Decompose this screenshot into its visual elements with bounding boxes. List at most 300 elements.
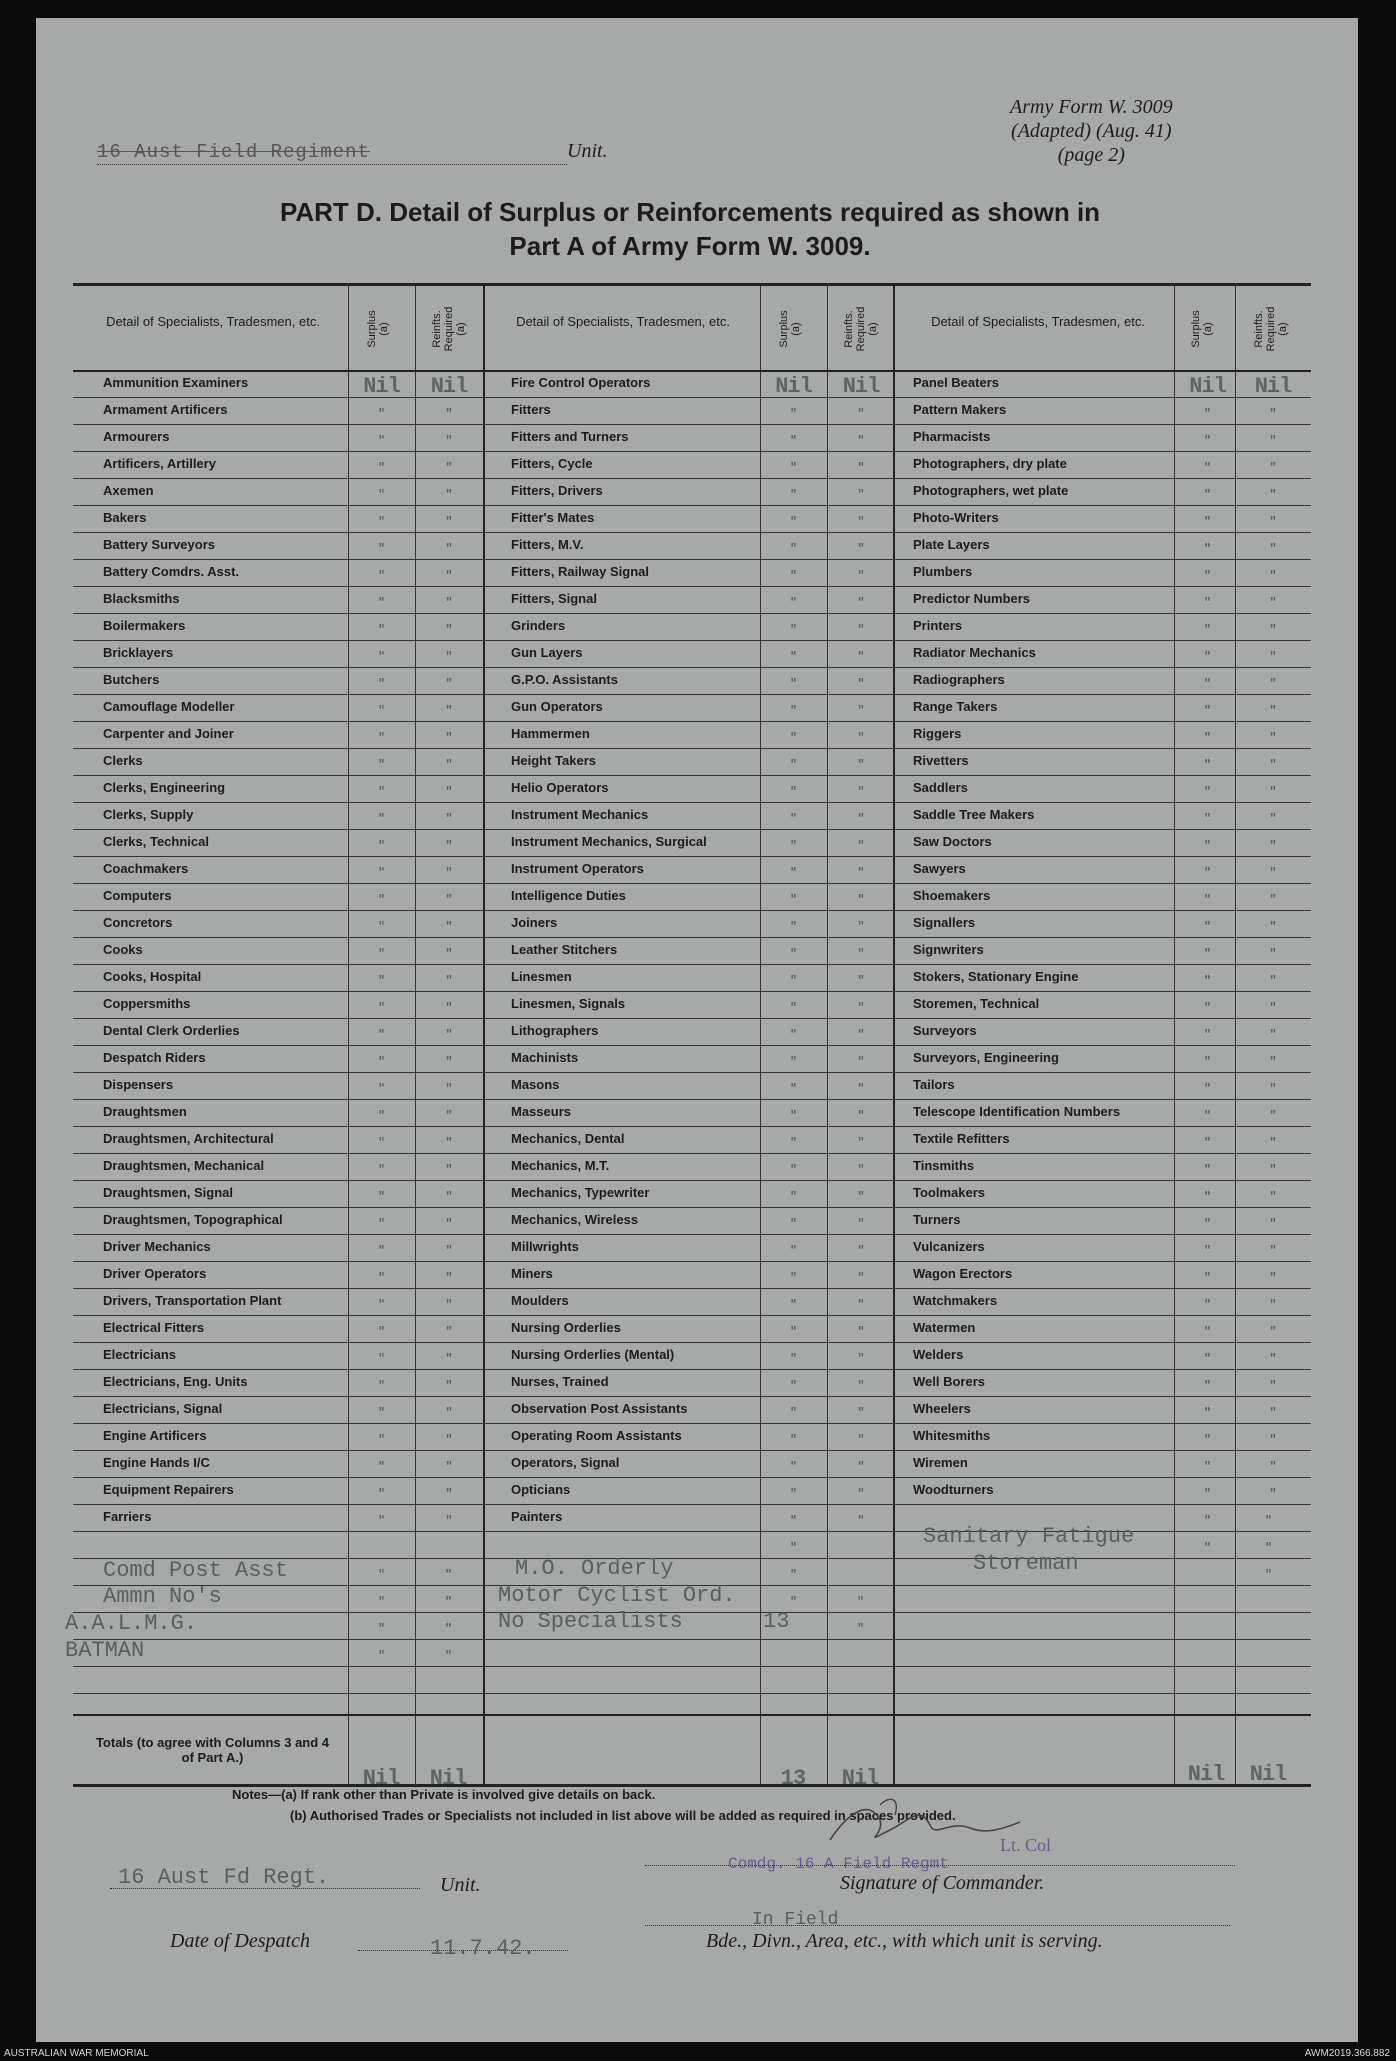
ditto-mark-reinfts: "	[857, 1406, 865, 1420]
trade-name: Dispensers	[103, 1077, 174, 1092]
extra-trade-col1: BATMAN	[65, 1638, 145, 1663]
ditto-mark-reinfts: "	[1269, 758, 1277, 772]
ditto-mark-reinfts: "	[857, 569, 865, 583]
trade-name: Fitters	[511, 402, 551, 417]
trade-name: Photographers, dry plate	[913, 456, 1067, 471]
trade-name: Draughtsmen, Mechanical	[103, 1158, 265, 1173]
extra-trade-col1: Ammn No's	[103, 1584, 222, 1609]
ditto-mark-extra: "	[377, 1595, 386, 1609]
ditto-mark-reinfts: "	[445, 785, 453, 799]
ditto-mark-reinfts: "	[1269, 974, 1277, 988]
trade-name: Camouflage Modeller	[103, 699, 235, 714]
ditto-mark-surplus: "	[789, 1433, 798, 1447]
nil-mark-surplus: Nil	[1189, 374, 1226, 399]
trade-name: Butchers	[103, 672, 160, 687]
row-divider	[73, 640, 1311, 641]
ditto-mark-surplus: "	[377, 1433, 386, 1447]
ditto-mark-surplus: "	[1203, 1244, 1212, 1258]
row-divider	[73, 1639, 1311, 1640]
ditto-mark-reinfts: "	[1269, 1244, 1277, 1258]
ditto-mark-reinfts: "	[445, 866, 453, 880]
extra-trade-col3: Sanitary Fatigue	[923, 1524, 1135, 1549]
row-divider	[73, 829, 1311, 830]
ditto-mark-reinfts: "	[1269, 1190, 1277, 1204]
trade-name: Battery Comdrs. Asst.	[103, 564, 240, 579]
title-line2: Part A of Army Form W. 3009.	[509, 231, 871, 261]
totals-divider	[73, 1714, 1311, 1716]
serving-typed: In Field	[752, 1910, 839, 1930]
ditto-mark-extra: "	[789, 1595, 798, 1609]
ditto-mark-reinfts: "	[857, 1217, 865, 1231]
header-detail-3: Detail of Specialists, Tradesmen, etc.	[931, 314, 1145, 329]
ditto-mark-surplus: "	[789, 920, 798, 934]
ditto-mark-surplus: "	[789, 569, 798, 583]
trade-name: Electrical Fitters	[103, 1320, 205, 1335]
nil-mark-surplus: Nil	[775, 374, 812, 399]
ditto-mark-surplus: "	[1203, 731, 1212, 745]
ditto-mark-surplus: "	[377, 1271, 386, 1285]
trade-name: Gun Operators	[511, 699, 603, 714]
trade-name: Mechanics, Typewriter	[511, 1185, 650, 1200]
unit-label-top: Unit.	[567, 140, 608, 162]
ditto-mark-extra: "	[377, 1622, 386, 1636]
row-divider	[73, 667, 1311, 668]
ditto-mark-reinfts: "	[445, 920, 453, 934]
trade-name: Electricians, Signal	[103, 1401, 223, 1416]
ditto-mark-reinfts: "	[1269, 704, 1277, 718]
ditto-mark-reinfts: "	[1269, 1109, 1277, 1123]
trade-name: Computers	[103, 888, 172, 903]
trade-name: Gun Layers	[511, 645, 583, 660]
row-divider	[73, 910, 1311, 911]
trade-name: Equipment Repairers	[103, 1482, 234, 1497]
row-divider	[73, 1396, 1311, 1397]
ditto-mark-surplus: "	[789, 1055, 798, 1069]
nil-mark-reinfts: Nil	[430, 374, 468, 399]
ditto-mark-extra: "	[856, 1595, 865, 1609]
trade-name: Pharmacists	[913, 429, 991, 444]
ditto-mark-reinfts: "	[445, 434, 453, 448]
trade-name: Carpenter and Joiner	[103, 726, 234, 741]
trade-name: Engine Artificers	[103, 1428, 207, 1443]
trade-name: Mechanics, M.T.	[511, 1158, 610, 1173]
ditto-mark-surplus: "	[377, 1190, 386, 1204]
ditto-mark-surplus: "	[789, 974, 798, 988]
ditto-mark-surplus: "	[377, 623, 386, 637]
ditto-mark-extra: "	[1264, 1568, 1273, 1582]
ditto-mark-surplus: "	[1203, 1082, 1212, 1096]
total-surplus-1: Nil	[362, 1766, 400, 1791]
ditto-mark-reinfts: "	[1269, 1082, 1277, 1096]
signature-label: Signature of Commander.	[840, 1872, 1045, 1894]
trade-name: Hammermen	[511, 726, 590, 741]
ditto-mark-surplus: "	[377, 785, 386, 799]
ditto-mark-surplus: "	[377, 1352, 386, 1366]
trade-name: Wheelers	[913, 1401, 971, 1416]
row-divider	[73, 1612, 1311, 1613]
trade-name: Textile Refitters	[913, 1131, 1010, 1146]
ditto-mark-reinfts: "	[1269, 434, 1277, 448]
ditto-mark-reinfts: "	[857, 1460, 865, 1474]
ditto-mark-surplus: "	[789, 542, 798, 556]
ditto-mark-surplus: "	[789, 1406, 798, 1420]
ditto-mark-reinfts: "	[857, 1055, 865, 1069]
footer-unit-typed: 16 Aust Fd Regt.	[118, 1865, 330, 1890]
header-detail-1: Detail of Specialists, Tradesmen, etc.	[106, 314, 320, 329]
commander-signature-icon	[820, 1790, 1030, 1860]
ditto-mark-surplus: "	[377, 1514, 386, 1528]
total-reinfts-1: Nil	[429, 1766, 467, 1791]
ditto-mark-surplus: "	[1203, 569, 1212, 583]
row-divider	[73, 1477, 1311, 1478]
trade-name: Driver Operators	[103, 1266, 207, 1281]
ditto-mark-surplus: "	[377, 947, 386, 961]
ditto-mark-reinfts: "	[1269, 596, 1277, 610]
trade-name: Tinsmiths	[913, 1158, 975, 1173]
ditto-mark-surplus: "	[1203, 1136, 1212, 1150]
ditto-mark-reinfts: "	[445, 650, 453, 664]
ditto-mark-reinfts: "	[445, 974, 453, 988]
ditto-mark-surplus: "	[377, 1001, 386, 1015]
trade-name: Battery Surveyors	[103, 537, 215, 552]
title-line1: PART D. Detail of Surplus or Reinforcements required as shown in	[279, 197, 1101, 227]
ditto-mark-reinfts: "	[445, 1082, 453, 1096]
row-divider	[73, 1423, 1311, 1424]
trade-name: Leather Stitchers	[511, 942, 618, 957]
ditto-mark-surplus: "	[1203, 1433, 1212, 1447]
ditto-mark-reinfts: "	[857, 920, 865, 934]
ditto-mark-surplus: "	[377, 866, 386, 880]
row-divider	[73, 721, 1311, 722]
trade-name: Cooks	[103, 942, 143, 957]
ditto-mark-reinfts: "	[445, 1460, 453, 1474]
ditto-mark-reinfts: "	[857, 542, 865, 556]
total-surplus-3: Nil	[1187, 1762, 1225, 1787]
trade-name: Toolmakers	[913, 1185, 986, 1200]
trade-name: Clerks, Supply	[103, 807, 194, 822]
trade-name: Farriers	[103, 1509, 152, 1524]
extra-trade-col1: A.A.L.M.G.	[65, 1611, 198, 1636]
ditto-mark-reinfts: "	[1269, 947, 1277, 961]
ditto-mark-reinfts: "	[857, 812, 865, 826]
trade-name: Draughtsmen, Architectural	[103, 1131, 274, 1146]
trade-name: Welders	[913, 1347, 964, 1362]
trade-name: Electricians, Eng. Units	[103, 1374, 248, 1389]
trade-name: Panel Beaters	[913, 375, 999, 390]
ditto-mark-surplus: "	[1203, 1163, 1212, 1177]
ditto-mark-reinfts: "	[445, 407, 453, 421]
trade-name: Armourers	[103, 429, 170, 444]
footer-unit-label: Unit.	[440, 1874, 481, 1896]
trade-name: Clerks, Technical	[103, 834, 209, 849]
row-divider	[73, 1288, 1311, 1289]
ditto-mark-surplus: "	[789, 1163, 798, 1177]
row-divider	[73, 1693, 1311, 1694]
note-b: (b) Authorised Trades or Specialists not included in list above will be added as required in spaces provided.	[290, 1808, 956, 1823]
header-reinfts-2: Reinfts. Required (a)	[843, 306, 879, 352]
ditto-mark-reinfts: "	[857, 1244, 865, 1258]
ditto-mark-surplus: "	[377, 461, 386, 475]
ditto-mark-reinfts: "	[445, 488, 453, 502]
ditto-mark-reinfts: "	[1269, 1352, 1277, 1366]
trade-name: Signallers	[913, 915, 976, 930]
nil-mark-surplus: Nil	[363, 374, 400, 399]
ditto-mark-reinfts: "	[857, 1028, 865, 1042]
col-divider	[483, 286, 485, 1784]
trade-name: Clerks	[103, 753, 143, 768]
ditto-mark-reinfts: "	[445, 569, 453, 583]
ditto-mark-reinfts: "	[1269, 893, 1277, 907]
ditto-mark-surplus: "	[377, 677, 386, 691]
ditto-mark-extra: "	[1203, 1541, 1212, 1555]
ditto-mark-surplus: "	[1203, 596, 1212, 610]
trade-name: Despatch Riders	[103, 1050, 206, 1065]
trade-name: Millwrights	[511, 1239, 579, 1254]
ditto-mark-surplus: "	[789, 839, 798, 853]
ditto-mark-reinfts: "	[857, 1514, 865, 1528]
ditto-mark-reinfts: "	[445, 1136, 453, 1150]
ditto-mark-surplus: "	[789, 704, 798, 718]
archive-strip	[0, 2047, 1396, 2061]
ditto-mark-reinfts: "	[445, 731, 453, 745]
form-title	[170, 195, 1210, 263]
ditto-mark-surplus: "	[789, 1460, 798, 1474]
ditto-mark-reinfts: "	[1269, 542, 1277, 556]
footer-unit-line	[110, 1888, 420, 1889]
ditto-mark-surplus: "	[1203, 1028, 1212, 1042]
ditto-mark-reinfts: "	[1269, 515, 1277, 529]
header-surplus-3: Surplus (a)	[1190, 310, 1214, 348]
row-divider	[73, 1234, 1311, 1235]
trade-name: Turners	[913, 1212, 961, 1227]
ditto-mark-extra: "	[789, 1541, 798, 1555]
trade-name: Height Takers	[511, 753, 597, 768]
ditto-mark-reinfts: "	[445, 1028, 453, 1042]
serving-line	[645, 1925, 1230, 1926]
trade-name: Moulders	[511, 1293, 569, 1308]
ditto-mark-reinfts: "	[1269, 677, 1277, 691]
row-divider	[73, 694, 1311, 695]
trade-name: Stokers, Stationary Engine	[913, 969, 1079, 984]
trade-name: Intelligence Duties	[511, 888, 626, 903]
row-divider	[73, 424, 1311, 425]
ditto-mark-reinfts: "	[1269, 488, 1277, 502]
trade-name: Operators, Signal	[511, 1455, 620, 1470]
ditto-mark-reinfts: "	[857, 1001, 865, 1015]
ditto-mark-surplus: "	[1203, 1271, 1212, 1285]
ditto-mark-surplus: "	[1203, 1352, 1212, 1366]
ditto-mark-surplus: "	[377, 758, 386, 772]
trade-name: Nursing Orderlies	[511, 1320, 621, 1335]
ditto-mark-surplus: "	[1203, 407, 1212, 421]
trade-name: Linesmen	[511, 969, 572, 984]
trade-name: Photo-Writers	[913, 510, 999, 525]
ditto-mark-reinfts: "	[857, 1082, 865, 1096]
ditto-mark-surplus: "	[789, 1271, 798, 1285]
ditto-mark-surplus: "	[789, 1190, 798, 1204]
ditto-mark-reinfts: "	[857, 407, 865, 421]
ditto-mark-reinfts: "	[857, 704, 865, 718]
row-divider	[73, 802, 1311, 803]
ditto-mark-reinfts: "	[445, 515, 453, 529]
ditto-mark-surplus: "	[377, 1406, 386, 1420]
specialists-table	[65, 283, 1311, 1791]
row-divider	[73, 451, 1311, 452]
ditto-mark-surplus: "	[377, 1487, 386, 1501]
trade-name: Observation Post Assistants	[511, 1401, 688, 1416]
ditto-mark-surplus: "	[789, 596, 798, 610]
trade-name: Armament Artificers	[103, 402, 228, 417]
ditto-mark-surplus: "	[1203, 947, 1212, 961]
ditto-mark-reinfts: "	[1269, 1136, 1277, 1150]
ditto-mark-surplus: "	[377, 569, 386, 583]
trade-name: Fitters, Cycle	[511, 456, 593, 471]
trade-name: Predictor Numbers	[913, 591, 1031, 606]
ditto-mark-surplus: "	[1203, 1406, 1212, 1420]
ditto-mark-surplus: "	[377, 1163, 386, 1177]
nil-mark-reinfts: Nil	[1254, 374, 1292, 399]
header-divider	[73, 370, 1311, 372]
totals-label: Totals (to agree with Columns 3 and 4 of Part A.)	[95, 1735, 330, 1765]
ditto-mark-surplus: "	[1203, 1190, 1212, 1204]
ditto-mark-surplus: "	[1203, 1460, 1212, 1474]
ditto-mark-surplus: "	[377, 704, 386, 718]
ditto-mark-reinfts: "	[1269, 1487, 1277, 1501]
trade-name: Fitters, Signal	[511, 591, 597, 606]
ditto-mark-reinfts: "	[857, 1190, 865, 1204]
ditto-mark-reinfts: "	[857, 488, 865, 502]
ditto-mark-extra: "	[377, 1568, 386, 1582]
ditto-mark-reinfts: "	[445, 677, 453, 691]
trade-name: Ammunition Examiners	[103, 375, 249, 390]
row-divider	[73, 397, 1311, 398]
row-divider	[73, 532, 1311, 533]
ditto-mark-surplus: "	[1203, 623, 1212, 637]
trade-name: Artificers, Artillery	[103, 456, 216, 471]
trade-name: Radiographers	[913, 672, 1005, 687]
extra-trade-col3: Storeman	[973, 1551, 1079, 1576]
ditto-mark-surplus: "	[1203, 758, 1212, 772]
trade-name: Watchmakers	[913, 1293, 998, 1308]
ditto-mark-surplus: "	[789, 1244, 798, 1258]
total-surplus-2: 13	[780, 1766, 806, 1791]
ditto-mark-reinfts: "	[445, 812, 453, 826]
ditto-mark-reinfts: "	[857, 461, 865, 475]
ditto-mark-surplus: "	[1203, 650, 1212, 664]
ditto-mark-surplus: "	[1203, 515, 1212, 529]
trade-name: Nursing Orderlies (Mental)	[511, 1347, 675, 1362]
trade-name: Nurses, Trained	[511, 1374, 609, 1389]
ditto-mark-reinfts: "	[1269, 866, 1277, 880]
total-reinfts-2: Nil	[841, 1766, 879, 1791]
ditto-mark-reinfts: "	[445, 1109, 453, 1123]
ditto-mark-surplus: "	[377, 920, 386, 934]
ditto-mark-reinfts: "	[857, 731, 865, 745]
trade-name: Instrument Mechanics, Surgical	[511, 834, 707, 849]
ditto-mark-reinfts: "	[1269, 1379, 1277, 1393]
ditto-mark-reinfts: "	[857, 1352, 865, 1366]
trade-name: Operating Room Assistants	[511, 1428, 682, 1443]
ditto-mark-surplus: "	[789, 893, 798, 907]
ditto-mark-surplus: "	[1203, 893, 1212, 907]
ditto-mark-surplus: "	[789, 515, 798, 529]
ditto-mark-surplus: "	[1203, 1298, 1212, 1312]
row-divider	[73, 1045, 1311, 1046]
ditto-mark-reinfts: "	[445, 704, 453, 718]
struck-unit-name: 16 Aust Field Regiment	[97, 141, 370, 163]
trade-name: Fitters and Turners	[511, 429, 629, 444]
extra-value-col2: 13	[763, 1609, 790, 1634]
ditto-mark-reinfts: "	[857, 1325, 865, 1339]
ditto-mark-surplus: "	[377, 515, 386, 529]
ditto-mark-surplus: "	[1203, 1487, 1212, 1501]
ditto-mark-reinfts: "	[445, 1433, 453, 1447]
extra-trade-col1: Comd Post Asst	[103, 1558, 288, 1583]
ditto-mark-surplus: "	[789, 1325, 798, 1339]
ditto-mark-reinfts: "	[857, 1271, 865, 1285]
despatch-date: 11.7.42.	[430, 1936, 536, 1961]
top-unit-field	[97, 140, 607, 163]
row-divider	[73, 613, 1311, 614]
trade-name: Fire Control Operators	[511, 375, 651, 390]
ditto-mark-extra: "	[856, 1622, 865, 1636]
trade-name: Well Borers	[913, 1374, 986, 1389]
ditto-mark-reinfts: "	[445, 1163, 453, 1177]
trade-name: Whitesmiths	[913, 1428, 991, 1443]
ditto-mark-reinfts: "	[857, 596, 865, 610]
trade-name: G.P.O. Assistants	[511, 672, 618, 687]
ditto-mark-reinfts: "	[857, 1163, 865, 1177]
ditto-mark-surplus: "	[1203, 542, 1212, 556]
ditto-mark-extra: "	[444, 1595, 453, 1609]
ditto-mark-reinfts: "	[445, 1487, 453, 1501]
ditto-mark-reinfts: "	[857, 1433, 865, 1447]
trade-name: Mechanics, Wireless	[511, 1212, 639, 1227]
ditto-mark-surplus: "	[1203, 1109, 1212, 1123]
ditto-mark-surplus: "	[789, 407, 798, 421]
trade-name: Cooks, Hospital	[103, 969, 202, 984]
ditto-mark-surplus: "	[789, 1001, 798, 1015]
trade-name: Painters	[511, 1509, 563, 1524]
ditto-mark-surplus: "	[789, 947, 798, 961]
ditto-mark-surplus: "	[377, 812, 386, 826]
trade-name: Engine Hands I/C	[103, 1455, 210, 1470]
ditto-mark-surplus: "	[789, 812, 798, 826]
despatch-label: Date of Despatch	[170, 1930, 310, 1952]
trade-name: Surveyors	[913, 1023, 977, 1038]
ditto-mark-reinfts: "	[445, 1379, 453, 1393]
archive-name: AUSTRALIAN WAR MEMORIAL	[4, 2048, 149, 2059]
row-divider	[73, 1261, 1311, 1262]
ditto-mark-reinfts: "	[857, 650, 865, 664]
trade-name: Wiremen	[913, 1455, 968, 1470]
ditto-mark-surplus: "	[789, 650, 798, 664]
ditto-mark-surplus: "	[789, 1514, 798, 1528]
ditto-mark-reinfts: "	[1269, 1406, 1277, 1420]
row-divider	[73, 856, 1311, 857]
ditto-mark-surplus: "	[789, 1109, 798, 1123]
ditto-mark-reinfts: "	[857, 947, 865, 961]
note-a: Notes—(a) If rank other than Private is involved give details on back.	[232, 1787, 656, 1802]
extra-trade-col2: M.O. Orderly	[515, 1556, 674, 1581]
header-surplus-1: Surplus (a)	[366, 310, 390, 348]
ditto-mark-reinfts: "	[857, 866, 865, 880]
ditto-mark-reinfts: "	[445, 947, 453, 961]
row-divider	[73, 1099, 1311, 1100]
ditto-mark-reinfts: "	[1269, 623, 1277, 637]
ditto-mark-surplus: "	[1203, 488, 1212, 502]
ditto-mark-reinfts: "	[1269, 1460, 1277, 1474]
